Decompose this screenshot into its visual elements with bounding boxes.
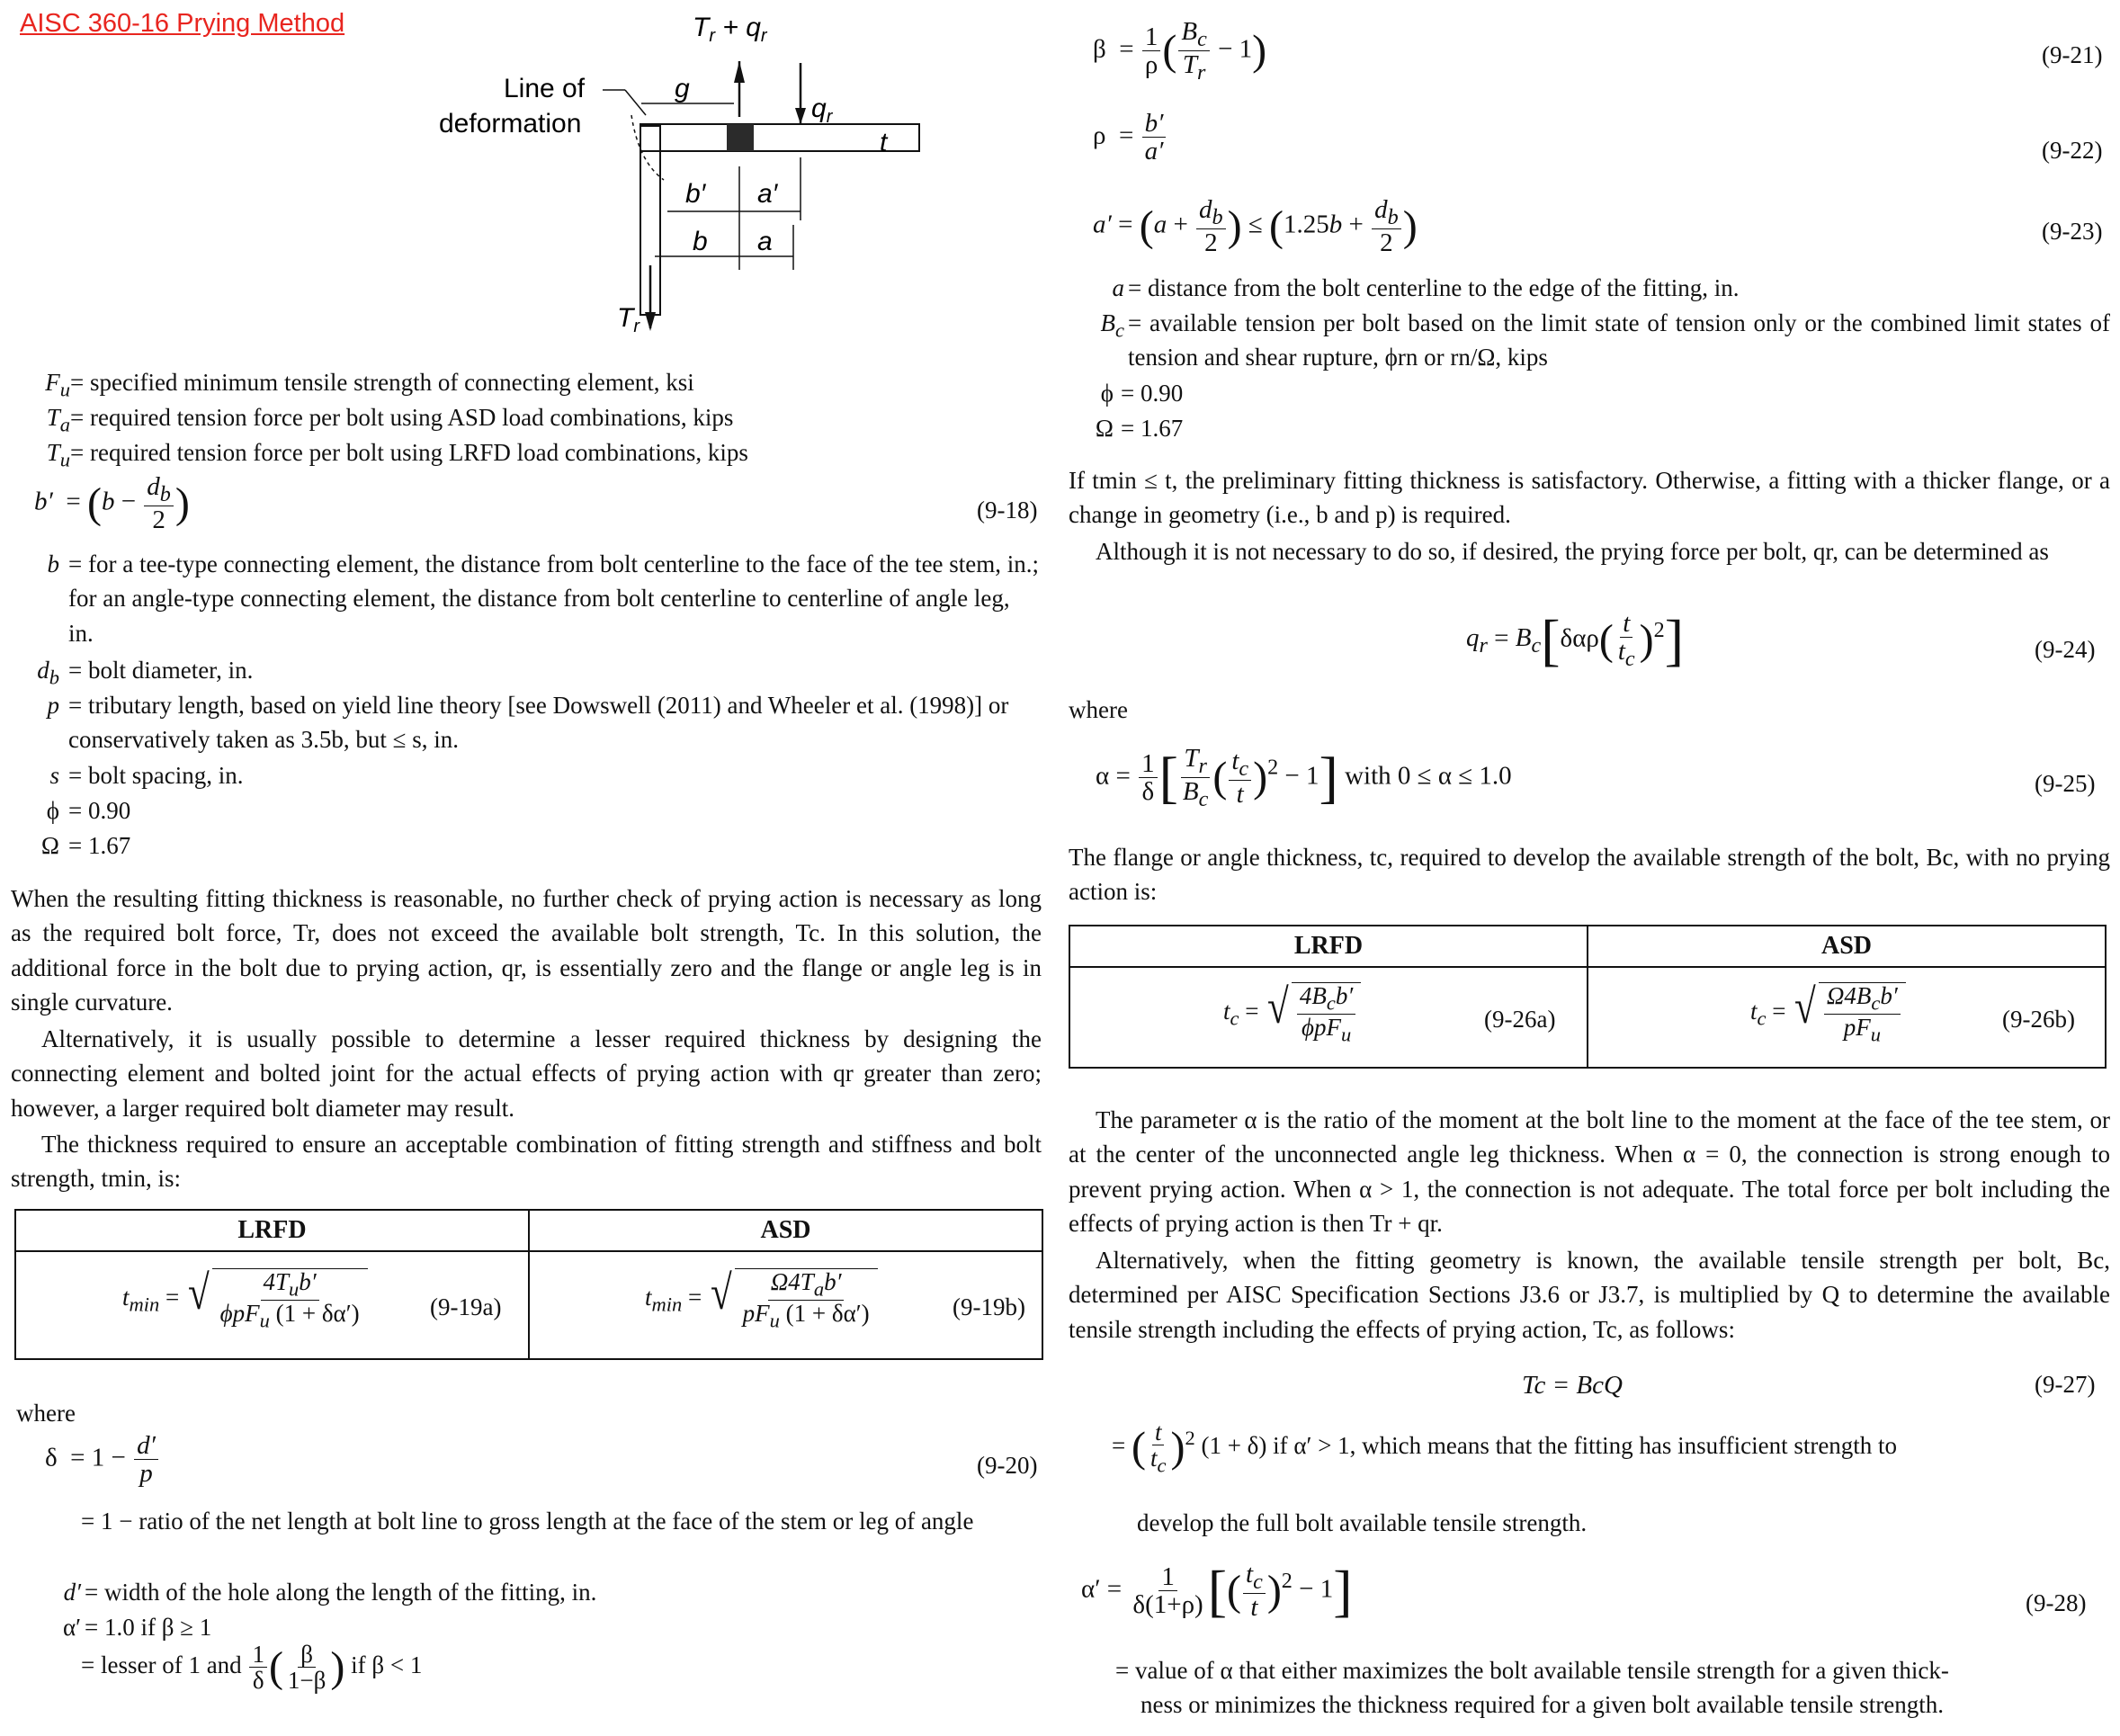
delta-def: = 1 − ratio of the net length at bolt line to gross length at the face of the stem or leg of angle	[81, 1508, 974, 1535]
tmin-table	[14, 1209, 1043, 1360]
eq-9-28-number: (9-28)	[2026, 1589, 2087, 1616]
tmin-table-lrfd-header: LRFD	[15, 1210, 529, 1251]
def-s: s = bolt spacing, in.	[49, 762, 244, 789]
def-bc: $B_c$ = available tension per bolt based on the limit state of tension only or the combined limit states of tension and shear rupture, ϕrn or rn/Ω, kips	[1100, 309, 2110, 371]
fig-label-b: b	[693, 227, 708, 256]
right-para-5: Alternatively, when the fitting geometry is known, the available tensile strength per bolt, Bc, determined per AISC Specification Sections J3.6 or J3.7, is multiplied by Q to determine the available tensile strength including the effects of prying action, Tc, as follows:	[1069, 1247, 2110, 1343]
eq-9-20: δ = 1 − $\frac{d'}{p}$	[45, 1432, 160, 1488]
eq-9-28: α′ = $\frac{1}{\delta(1+\rho)}$ [( $\frac{t_c}{t}$ )$^2$ − 1]	[1081, 1558, 1353, 1623]
left-para-2: Alternatively, it is usually possible to determine a lesser required thickness by designing the connecting element and bolted joint for the actual effects of prying action with qr greater than zero; however, a larger required bolt diameter may result.	[11, 1025, 1042, 1122]
eq-9-18: b′ = (b − $\frac{d_b}{2}$ )	[34, 472, 190, 535]
fig-label-qr: $q_r$	[811, 94, 833, 127]
def-alphaprime: α′ = 1.0 if β ≥ 1	[62, 1614, 212, 1641]
def-dprime: d′ = width of the hole along the length of the fitting, in.	[63, 1579, 597, 1606]
fig-label-line: Line of	[504, 74, 586, 103]
fig-label-bprime: b′	[685, 179, 706, 209]
eq-9-23: a′ = (a + $\frac{d_b}{2}$ ) ≤ (1.25b + $\frac{d_b}{2}$ )	[1093, 195, 1418, 258]
tc-table-asd-header: ASD	[1588, 926, 2106, 967]
def-ta: $T_a$ = required tension force per bolt using ASD load combinations, kips	[46, 404, 734, 436]
eq-9-27b-cont: develop the full bolt available tensile strength.	[1137, 1509, 1588, 1536]
left-para-3: The thickness required to ensure an acceptable combination of fitting strength and stiffness and bolt strength, tmin, is:	[11, 1131, 1042, 1193]
def-p: p = tributary length, based on yield line theory [see Dowswell (2011) and Wheeler et al. (1998)] or conservatively taken as 3.5b, but ≤ s, in.	[47, 692, 1009, 754]
fig-label-aprime: a′	[757, 179, 778, 209]
tc-table-lrfd-header: LRFD	[1069, 926, 1588, 967]
eq-9-25-number: (9-25)	[2035, 770, 2096, 797]
alphaprime-def-2: ness or minimizes the thickness required for a given bolt available tensile strength.	[1141, 1691, 1945, 1718]
fig-bolt	[727, 124, 754, 151]
eq-9-18-number: (9-18)	[977, 497, 1038, 523]
fig-label-tr: $T_r$	[617, 303, 640, 336]
def-omega-right: Ω = 1.67	[1095, 415, 1184, 442]
eq-9-21: β = $\frac{1}{\rho}$ ( $\frac{B_c}{T_r}$ − 1)	[1093, 17, 1267, 85]
fig-label-a: a	[757, 227, 773, 256]
tmin-table-asd-header: ASD	[529, 1210, 1042, 1251]
right-para-4: The parameter α is the ratio of the moment at the bolt line to the moment at the face of the tee stem, or at the center of the unconnected angle leg thickness. When α = 0, the connection is strong enough to prevent prying action. When α > 1, the connection is not adequate. The total force per bolt including the effects of prying action is then Tr + qr.	[1069, 1106, 2110, 1237]
right-para-2: Although it is not necessary to do so, if desired, the prying force per bolt, qr, can be determined as	[1096, 538, 2049, 565]
prying-figure	[423, 9, 926, 337]
eq-9-25: α = $\frac{1}{\delta}$ [ $\frac{T_r}{B_c}$ ( $\frac{t_c}{t}$ )$^2$ − 1] with 0 ≤ α ≤ 1.0	[1096, 744, 1512, 811]
right-para-1: If tmin ≤ t, the preliminary fitting thickness is satisfactory. Otherwise, a fitting with a thicker flange, or a change in geometry (i.e., b and p) is required.	[1069, 467, 2110, 529]
alphaprime-def-1: = value of α that either maximizes the bolt available tensile strength for a given thick-	[1115, 1657, 1949, 1684]
right-para-3: The flange or angle thickness, tc, required to develop the available strength of the bolt, Bc, with no prying action is:	[1069, 844, 2110, 906]
fig-label-t: t	[880, 128, 888, 157]
eq-9-22: ρ = $\frac{b'}{a'}$	[1093, 110, 1167, 166]
def-phi: ϕ = 0.90	[46, 797, 131, 824]
def-phi-right: ϕ = 0.90	[1100, 380, 1184, 407]
def-fu: $F_u$ = specified minimum tensile strength of connecting element, ksi	[45, 369, 694, 401]
tc-table	[1069, 925, 2107, 1069]
eq-9-21-number: (9-21)	[2042, 41, 2103, 68]
fig-arrowhead-up	[734, 61, 745, 83]
fig-flange	[640, 124, 919, 151]
eq-9-27-number: (9-27)	[2035, 1371, 2096, 1398]
fig-label-g: g	[675, 74, 690, 103]
eq-9-23-number: (9-23)	[2042, 218, 2103, 245]
eq-9-27: Tc = BcQ	[1522, 1371, 1623, 1400]
def-omega: Ω = 1.67	[40, 832, 131, 859]
fig-arrowhead-qr	[795, 108, 806, 124]
tc-table-asd-cell: $t_c$ = √ $\frac{\Omega 4B_cb'}{pF_u}$ (9-26b)	[1588, 967, 2106, 1068]
def-b: b = for a tee-type connecting element, the distance from bolt centerline to the face of the tee stem, in.; for an angle-type connecting element, the distance from bolt centerline to centerline of angle leg, in.	[47, 550, 1040, 647]
eq-9-27b: = ( $\frac{t}{t_c}$ )$^2$ (1 + δ) if α′ > 1, which means that the fitting has insufficient strength to	[1112, 1418, 1898, 1477]
tmin-table-asd-cell: $t_{min}$ = √ $\frac{\Omega 4T_ab'}{pF_u (1 + \delta\alpha')}$ (9-19b)	[529, 1251, 1042, 1359]
def-db: $d_b$ = bolt diameter, in.	[37, 657, 254, 689]
left-para-1: When the resulting fitting thickness is reasonable, no further check of prying action is necessary as long as the required bolt force, Tr, does not exceed the available bolt strength, Tc. In this solution, the additional force in the bolt due to prying action, qr, is essentially zero and the flange or angle leg is in single curvature.	[11, 885, 1042, 1016]
title-link[interactable]: AISC 360-16 Prying Method	[20, 9, 345, 38]
eq-9-24: $q_r = B_c[\delta\alpha\rho$( $\frac{t}{t_c}$ )$^2$]	[1466, 607, 1685, 672]
fig-label-tr-qr: $T_r + q_r$	[693, 13, 767, 46]
eq-9-20-number: (9-20)	[977, 1452, 1038, 1479]
tmin-table-lrfd-cell: $t_{min}$ = √ $\frac{4T_ub'}{\phi pF_u (1 + \delta\alpha')}$ (9-19a)	[15, 1251, 529, 1359]
left-where: where	[16, 1400, 76, 1427]
def-a: a = distance from the bolt centerline to the edge of the fitting, in.	[1112, 274, 1740, 301]
tc-table-lrfd-cell: $t_c$ = √ $\frac{4B_cb'}{\phi pF_u}$ (9-26a)	[1069, 967, 1588, 1068]
right-where: where	[1069, 696, 1128, 723]
eq-9-24-number: (9-24)	[2035, 636, 2096, 663]
fig-label-deformation: deformation	[439, 109, 582, 139]
def-tu: $T_u$ = required tension force per bolt using LRFD load combinations, kips	[46, 439, 748, 471]
eq-9-22-number: (9-22)	[2042, 137, 2103, 164]
alphaprime-lesser: = lesser of 1 and $\frac{1}{\delta}$ ( $\frac{\beta}{1-\beta}$ ) if β < 1	[81, 1641, 423, 1695]
